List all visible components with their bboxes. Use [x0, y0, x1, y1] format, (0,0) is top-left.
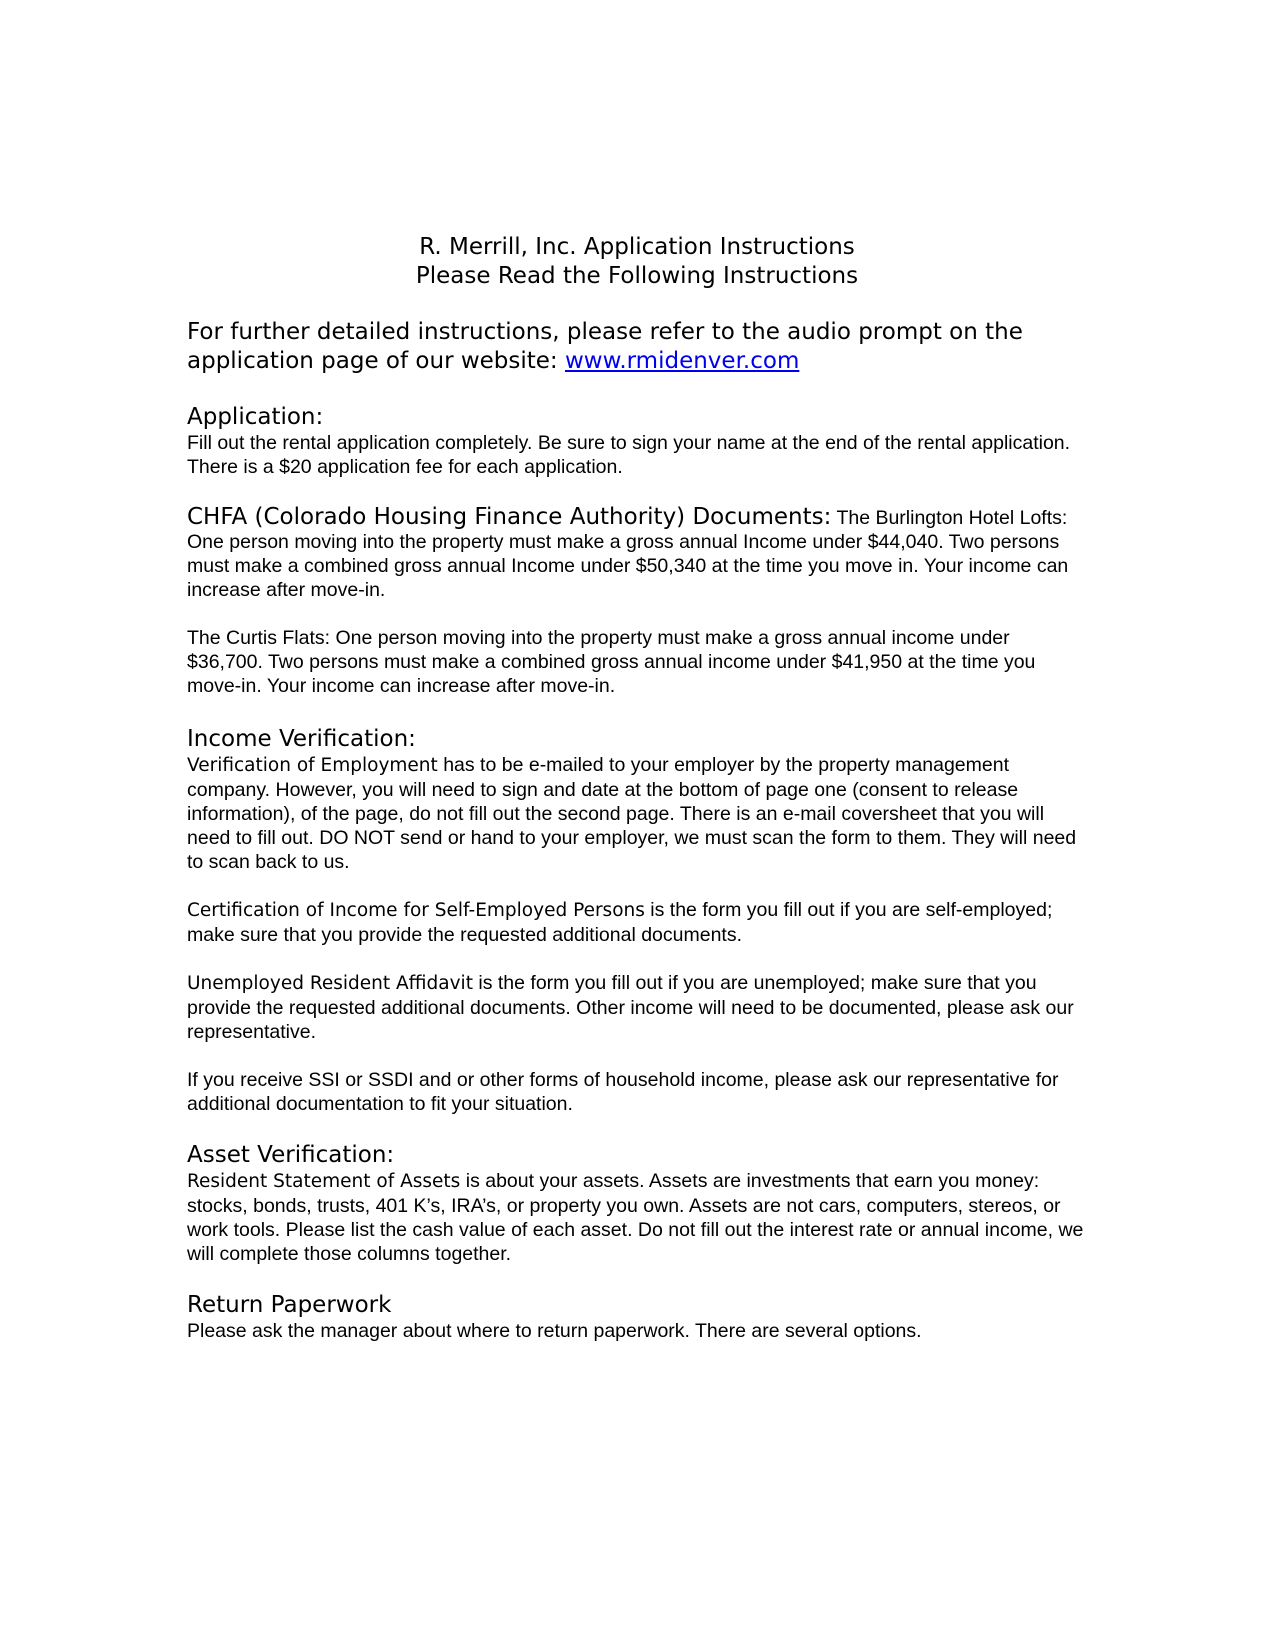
self-employed-text: is the form you fill out if you are self-employed; make sure that you provide the requested additional documents. — [187, 899, 1053, 946]
unemployed-text: is the form you fill out if you are unemployed; make sure that you provide the requested additional documents. Other income will need to be documented, please ask our representative. — [187, 972, 1074, 1043]
unemployed-form-name: Unemployed Resident Affidavit — [187, 973, 473, 994]
chfa-burlington-text: The Burlington Hotel Lofts: One person moving into the property must make a gross annual Income under $44,040. Two persons must make a combined gross annual Income under $50,340 at the time you move in. Your income can increase after move-in. — [187, 507, 1069, 601]
ssi-paragraph: If you receive SSI or SSDI and or other forms of household income, please ask our representative for additional documentation to fit your situation. — [187, 1069, 1059, 1115]
income-heading: Income Verification: — [187, 726, 416, 752]
asset-form-name: Resident Statement of Assets — [187, 1171, 461, 1192]
return-section — [187, 1292, 1087, 1343]
asset-paragraph — [187, 1169, 1087, 1266]
chfa-heading: CHFA (Colorado Housing Finance Authority) Documents: — [187, 504, 832, 530]
title-line-1: R. Merrill, Inc. Application Instructions — [419, 234, 855, 260]
return-heading: Return Paperwork — [187, 1292, 392, 1318]
document-page — [187, 233, 1087, 1343]
document-title — [187, 233, 1087, 291]
application-text: Fill out the rental application completely. Be sure to sign your name at the end of the rental application. There is a $20 application fee for each application. — [187, 432, 1071, 478]
voe-form-name: Verification of Employment — [187, 755, 438, 776]
voe-text: has to be e-mailed to your employer by the property management company. However, you will need to sign and date at the bottom of page one (consent to release information), of the page, do not fill out the second page. There is an e-mail coversheet that you will need to fill out. DO NOT send or hand to your employer, we must scan the form to them. They will need to scan back to us. — [187, 754, 1077, 873]
title-line-2: Please Read the Following Instructions — [415, 263, 859, 289]
income-section — [187, 726, 1087, 1116]
website-link[interactable]: www.rmidenver.com — [565, 348, 800, 374]
chfa-burlington-paragraph — [187, 505, 1087, 602]
chfa-section — [187, 505, 1087, 698]
unemployed-paragraph — [187, 971, 1087, 1044]
asset-heading: Asset Verification: — [187, 1142, 395, 1168]
return-text: Please ask the manager about where to return paperwork. There are several options. — [187, 1320, 922, 1342]
self-employed-form-name: Certification of Income for Self-Employed Persons — [187, 900, 645, 921]
intro-paragraph — [187, 318, 1067, 376]
asset-section — [187, 1142, 1087, 1266]
asset-text: is about your assets. Assets are investments that earn you money: stocks, bonds, trusts, 401 K’s, IRA’s, or property you own. Assets are not cars, computers, stereos, or work tools. Please list the cash value of each asset. Do not fill out the interest rate or annual income, we will complete those columns together. — [187, 1170, 1084, 1265]
application-section — [187, 404, 1087, 479]
application-heading: Application: — [187, 404, 324, 430]
chfa-curtis-text: The Curtis Flats: One person moving into the property must make a gross annual income under $36,700. Two persons must make a combined gross annual income under $41,950 at the time you move-in. Your income can increase after move-in. — [187, 627, 1036, 697]
intro-text: For further detailed instructions, please refer to the audio prompt on the application page of our website: — [187, 319, 1023, 374]
self-employed-paragraph — [187, 898, 1087, 947]
voe-paragraph — [187, 753, 1087, 874]
